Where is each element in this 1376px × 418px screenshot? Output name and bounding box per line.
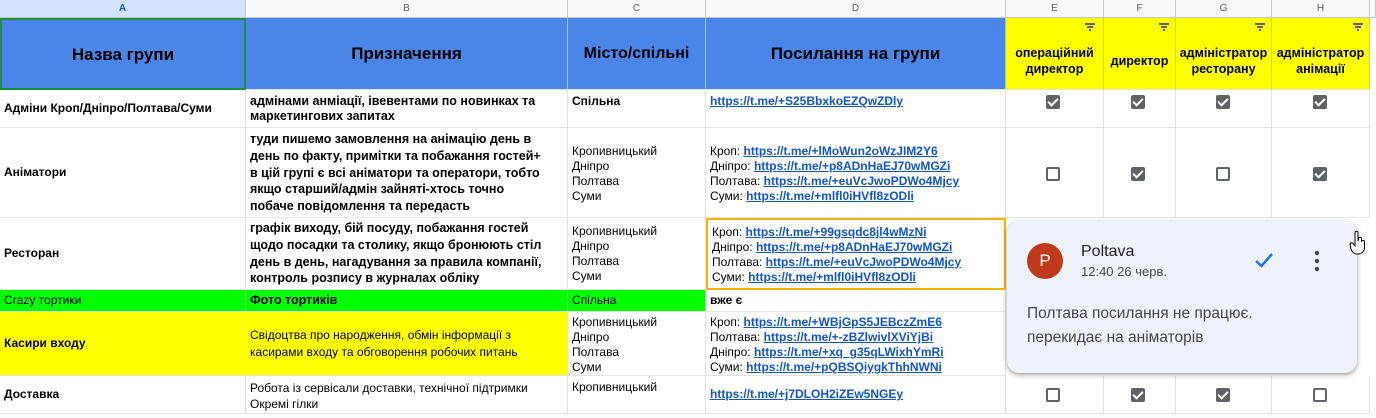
table-row-purpose[interactable]: Свідоцтва про народження, обмін інформації з касирами входу та обговорення робочих питань	[246, 312, 568, 376]
table-row-links[interactable]: вже є	[706, 290, 1006, 312]
group-link[interactable]: https://t.me/+S25BbxkoEZQwZDly	[710, 94, 904, 108]
checkbox-unchecked[interactable]	[1216, 167, 1230, 181]
table-row-name[interactable]: Ресторан	[0, 218, 246, 290]
table-row-name[interactable]: Crazy тортики	[0, 290, 246, 312]
group-link[interactable]: https://t.me/+euVcJwoPDWo4Mjcy	[763, 174, 960, 188]
checkbox-checked[interactable]	[1131, 388, 1145, 402]
filter-icon[interactable]	[1159, 23, 1169, 31]
column-header-g[interactable]: G	[1176, 0, 1272, 18]
resolve-check-icon[interactable]	[1253, 249, 1275, 271]
group-link[interactable]: https://t.me/+mlfl0iHVfl8zODli	[746, 189, 914, 203]
column-header-b[interactable]: B	[246, 0, 568, 18]
checkbox-checked[interactable]	[1131, 95, 1145, 109]
filter-icon[interactable]	[1085, 23, 1095, 31]
column-header-i[interactable]	[1370, 0, 1376, 18]
table-row-city[interactable]: Кропивницький Дніпро Полтава Суми	[568, 312, 706, 376]
table-row-purpose[interactable]: адмінами анміації, івевентами по новинках та маркетингових запитах	[246, 90, 568, 128]
group-link[interactable]: https://t.me/+99gsqdc8jl4wMzNi	[745, 225, 927, 239]
header-director[interactable]: директор	[1104, 18, 1176, 90]
table-row-name[interactable]: Касири входу	[0, 312, 246, 376]
table-row-purpose[interactable]: Фото тортиків	[246, 290, 568, 312]
group-link[interactable]: https://t.me/+xq_g35qLWixhYmRi	[753, 345, 944, 359]
table-row-city[interactable]: Спільна	[568, 290, 706, 312]
checkbox-checked[interactable]	[1216, 388, 1230, 402]
table-row-name[interactable]: Аніматори	[0, 128, 246, 218]
checkbox-unchecked[interactable]	[1313, 388, 1327, 402]
comment-text: Полтава посилання не працює. перекидає на аніматорів	[1027, 305, 1253, 346]
checkbox-unchecked[interactable]	[1046, 388, 1060, 402]
filter-icon[interactable]	[1353, 23, 1363, 31]
header-restaurant-admin[interactable]: адміністратор ресторану	[1176, 18, 1272, 90]
group-link[interactable]: https://t.me/+lMoWun2oWzJIM2Y6	[743, 144, 938, 158]
group-link[interactable]: https://t.me/+WBjGpS5JEBczZmE6	[743, 315, 942, 329]
column-header-c[interactable]: C	[568, 0, 706, 18]
checkbox-checked[interactable]	[1313, 167, 1327, 181]
group-link[interactable]: https://t.me/+j7DLOH2iZEw5NGEy	[710, 387, 904, 401]
checkbox-checked[interactable]	[1313, 95, 1327, 109]
group-link[interactable]: https://t.me/+-zBZlwivlXViYjBi	[763, 330, 934, 344]
header-links[interactable]: Посилання на групи	[706, 18, 1006, 90]
table-row-links[interactable]	[706, 376, 1006, 414]
more-options-icon[interactable]	[1307, 249, 1327, 273]
checkbox-unchecked[interactable]	[1046, 167, 1060, 181]
checkbox-checked[interactable]	[1046, 95, 1060, 109]
group-link[interactable]: https://t.me/+pQBSQiygkThhNWNi	[746, 360, 942, 374]
filter-icon[interactable]	[1255, 23, 1265, 31]
table-row-links[interactable]	[706, 90, 1006, 128]
header-city[interactable]: Місто/спільні	[568, 18, 706, 90]
group-link[interactable]: https://t.me/+p8ADnHaEJ70wMGZi	[753, 159, 951, 173]
group-link[interactable]: https://t.me/+p8ADnHaEJ70wMGZi	[755, 240, 953, 254]
checkbox-checked[interactable]	[1131, 167, 1145, 181]
table-row-purpose[interactable]: Робота із сервісали доставки, технічної підтримки Окремі гілки	[246, 376, 568, 414]
table-row-city[interactable]: Кропивницький	[568, 376, 706, 414]
group-link[interactable]: https://t.me/+mlfl0iHVfl8zODli	[748, 270, 916, 284]
column-header-h[interactable]: H	[1272, 0, 1370, 18]
table-row-links-selected[interactable]: Кроп: https://t.me/+99gsqdc8jl4wMzNi Дніпро: https://t.me/+p8ADnHaEJ70wMGZi Полтава: https://t.me/+euVcJwoPDWo4Mjcy Суми: https://t.me/+mlfl0iHVfl8zODli	[706, 218, 1006, 290]
table-row-links[interactable]: Кроп: https://t.me/+WBjGpS5JEBczZmE6 Полтава: https://t.me/+-zBZlwivlXViYjBi Дніпро: https://t.me/+xq_g35qLWixhYmRi Суми: https://t.me/+pQBSQiygkThhNWNi	[706, 312, 1006, 376]
table-row-links[interactable]: Кроп: https://t.me/+lMoWun2oWzJIM2Y6 Дніпро: https://t.me/+p8ADnHaEJ70wMGZi Полтава: https://t.me/+euVcJwoPDWo4Mjcy Суми: https://t.me/+mlfl0iHVfl8zODli	[706, 128, 1006, 218]
avatar: P	[1027, 243, 1063, 279]
column-header-a[interactable]: A	[0, 0, 246, 18]
table-row-city[interactable]: Кропивницький Дніпро Полтава Суми	[568, 218, 706, 290]
table-row-city[interactable]: Кропивницький Дніпро Полтава Суми	[568, 128, 706, 218]
table-row-city[interactable]: Спільна	[568, 90, 706, 128]
column-header-d[interactable]: D	[706, 0, 1006, 18]
header-purpose[interactable]: Призначення	[246, 18, 568, 90]
comment-card[interactable]	[1007, 221, 1357, 373]
column-header-f[interactable]: F	[1104, 0, 1176, 18]
table-row-purpose[interactable]: туди пишемо замовлення на анімацію день в день по факту, примітки та побажання гостей+ в цій групі є всі аніматори та оператори, тобто якщо старший/адмін зайняті-хтось точно побаче повідомлення та передасть	[246, 128, 568, 218]
header-operational-director[interactable]: операційний директор	[1006, 18, 1104, 90]
header-group-name[interactable]: Назва групи	[0, 18, 246, 90]
hand-cursor-icon	[1349, 230, 1367, 256]
group-link[interactable]: https://t.me/+euVcJwoPDWo4Mjcy	[765, 255, 962, 269]
comment-time: 12:40 26 черв.	[1081, 264, 1167, 279]
comment-author: Poltava	[1081, 243, 1135, 260]
header-animation-admin[interactable]: адміністратор анімації	[1272, 18, 1370, 90]
table-row-name[interactable]: Доставка	[0, 376, 246, 414]
checkbox-checked[interactable]	[1216, 95, 1230, 109]
column-header-e[interactable]: E	[1006, 0, 1104, 18]
table-row-purpose[interactable]: графік виходу, бій посуду, побажання гостей щодо посадки та столику, якщо бронюють стіл день в день, нагадування за правила компанії, контроль розпису в журналах обліку	[246, 218, 568, 290]
table-row-name[interactable]: Адміни Кроп/Дніпро/Полтава/Суми	[0, 90, 246, 128]
